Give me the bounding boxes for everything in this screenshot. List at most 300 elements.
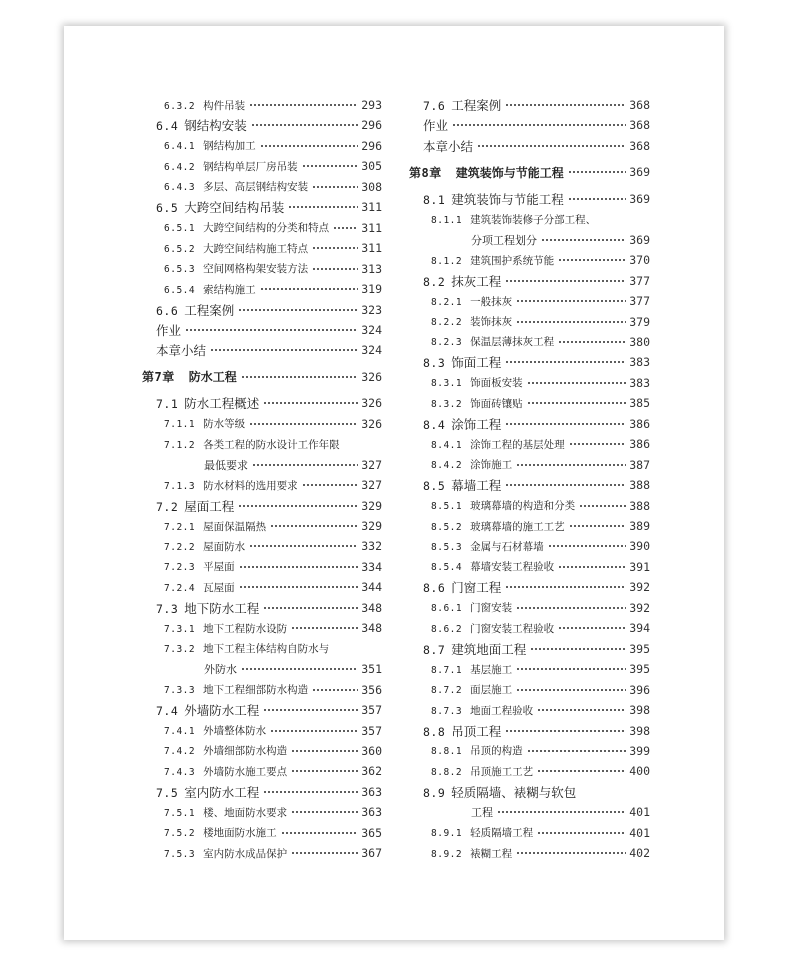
toc-entry-page: 324 [361,343,382,358]
toc-entry-number: 8.9 [423,785,446,800]
toc-entry-number: 7.5.2 [164,828,196,840]
toc-entry[interactable] [431,434,650,454]
dot-leader [505,583,626,591]
toc-entry[interactable] [164,218,382,238]
toc-entry[interactable] [423,115,650,135]
toc-entry-title: 本章小结 [156,343,207,359]
toc-entry[interactable] [156,782,382,802]
toc-entry[interactable] [431,516,650,536]
toc-entry-title: 外墙防水工程 [184,703,260,719]
toc-entry-number: 7.5.3 [164,848,196,860]
toc-entry-title: 涂饰工程 [451,416,502,432]
toc-entry-page: 327 [361,478,382,493]
toc-entry-number: 7.1.1 [164,419,196,431]
toc-entry[interactable] [164,156,382,176]
toc-entry-page: 334 [361,559,382,574]
toc-entry-title: 饰面工程 [451,355,502,371]
dot-leader [241,373,358,381]
toc-entry[interactable] [164,95,382,115]
toc-entry[interactable] [409,162,650,182]
toc-entry-page: 386 [629,437,650,452]
toc-entry-number: 6.4 [156,119,179,134]
toc-entry[interactable] [164,279,382,299]
toc-entry-page: 324 [361,322,382,337]
toc-entry[interactable] [423,721,650,741]
toc-entry[interactable] [431,312,650,332]
toc-entry-title: 楼、地面防水要求 [203,806,288,819]
toc-entry[interactable] [164,802,382,822]
toc-entry-number: 8.7.2 [431,685,463,697]
toc-entry[interactable] [431,291,650,311]
toc-entry-title: 基层施工 [470,663,513,676]
toc-entry-page: 377 [629,294,650,309]
toc-entry-number: 8.7.3 [431,705,463,717]
toc-entry-title: 屋面保温隔热 [203,520,267,533]
toc-entry-page: 326 [361,396,382,411]
toc-entry[interactable] [431,761,650,781]
toc-entry[interactable] [471,802,650,822]
toc-entry-number: 6.5.4 [164,284,196,296]
toc-entry[interactable] [431,455,650,475]
toc-entry-page: 351 [361,662,382,677]
toc-entry[interactable] [431,843,650,863]
toc-entry[interactable] [431,250,650,270]
toc-entry-title: 屋面防水 [203,540,246,553]
toc-entry[interactable] [164,557,382,577]
toc-entry-number: 7.1 [156,397,179,412]
toc-entry-page: 344 [361,580,382,595]
toc-entry-number: 8.5 [423,479,446,494]
toc-entry-title: 外防水 [204,663,237,677]
toc-entry[interactable] [164,680,382,700]
toc-entry-number: 7.3.2 [164,644,196,656]
toc-entry-title: 外墙防水施工要点 [203,765,288,778]
dot-leader [516,604,626,612]
toc-entry-title: 幕墙安装工程验收 [470,561,555,574]
toc-entry-title: 建筑装饰装修子分部工程、 [470,213,597,226]
toc-entry-title: 吊顶的构造 [470,745,523,758]
toc-entry-page: 293 [361,98,382,112]
toc-entry-page: 396 [629,682,650,697]
toc-entry-number: 7.2.2 [164,541,196,553]
toc-entry-page: 390 [629,539,650,554]
toc-entry[interactable] [156,340,382,360]
toc-entry-title: 外墙整体防水 [203,725,267,737]
toc-entry-number: 7.3.3 [164,685,196,697]
toc-entry-title: 玻璃幕墙的构造和分类 [470,500,576,513]
dot-leader [516,686,626,694]
toc-entry[interactable] [431,557,650,577]
toc-entry[interactable] [164,741,382,761]
toc-entry-title: 工程案例 [184,302,235,318]
toc-entry-title: 吊顶施工工艺 [470,765,534,778]
toc-entry[interactable] [423,577,650,597]
dot-leader [568,168,626,176]
toc-entry-title: 建筑装饰与节能工程 [455,165,564,180]
toc-entry-number: 8.4 [423,417,446,432]
dot-leader [241,665,358,673]
toc-entry[interactable] [156,496,382,516]
toc-entry[interactable] [156,197,382,217]
toc-entry-number: 8.6 [423,581,446,596]
dot-leader [558,256,626,264]
toc-entry-page: 383 [629,355,650,370]
dot-leader [312,265,358,273]
toc-entry[interactable] [164,177,382,197]
dot-leader [569,522,627,530]
toc-entry-title: 平屋面 [203,561,235,574]
dot-leader [260,285,359,293]
toc-entry-title: 建筑装饰与节能工程 [451,191,564,207]
toc-entry-title: 饰面板安装 [470,377,523,390]
toc-entry-number: 8.4.1 [431,439,463,451]
toc-entry-number: 7.4 [156,704,179,719]
toc-entry[interactable] [164,577,382,597]
toc-entry[interactable] [431,618,650,638]
toc-entry-number: 6.5 [156,201,179,216]
toc-entry-title: 外墙细部防水构造 [203,745,288,758]
toc-entry-title: 作业 [423,118,449,134]
toc-entry-number: 8.1.1 [431,214,463,226]
toc-entry-number: 7.2.3 [164,562,196,574]
toc-entry-title: 门窗工程 [451,580,502,596]
dot-leader [527,379,627,387]
toc-entry-title: 一般抹灰 [470,295,513,308]
toc-entry-title: 索结构施工 [203,283,256,296]
toc-entry-page: 327 [361,457,382,472]
toc-entry[interactable] [164,136,382,156]
toc-entry-number: 8.3 [423,356,446,371]
dot-leader [239,583,359,591]
dot-leader [238,306,358,314]
toc-entry-page: 305 [361,159,382,174]
toc-entry-number: 8.9.1 [431,828,463,840]
toc-entry-number: 7.2 [156,499,179,514]
toc-entry[interactable] [471,230,650,250]
toc-entry-page: 401 [629,825,650,840]
toc-entry-page: 313 [361,261,382,276]
dot-leader [270,522,358,530]
toc-entry-title: 幕墙工程 [451,478,502,494]
dot-leader [270,727,358,735]
toc-entry[interactable] [423,782,650,802]
dot-leader [505,420,626,428]
toc-entry-number: 7.4.1 [164,726,196,737]
toc-entry[interactable] [164,259,382,279]
toc-entry-title: 室内防水成品保护 [203,847,288,860]
toc-entry-page: 296 [361,138,382,153]
dot-leader [260,142,359,150]
dot-leader [210,346,358,354]
toc-entry-page: 370 [629,253,650,268]
toc-entry-title: 门窗安装 [470,602,513,615]
toc-entry[interactable] [431,680,650,700]
toc-entry-title: 保温层薄抹灰工程 [470,336,555,349]
toc-entry-number: 7.2.1 [164,521,196,533]
toc-entry[interactable] [423,189,650,209]
dot-leader [505,101,626,109]
toc-entry-page: 379 [629,314,650,329]
toc-entry-title: 吊顶工程 [451,723,502,739]
dot-leader [537,767,626,775]
toc-entry-number: 6.6 [156,303,179,318]
toc-entry[interactable] [431,700,650,720]
toc-entry-page: 389 [629,519,650,533]
toc-entry[interactable] [431,393,650,413]
dot-leader [558,338,626,346]
toc-entry-number: 6.5.1 [164,223,196,235]
toc-entry[interactable] [204,455,382,475]
toc-entry-title: 面层施工 [470,684,513,697]
toc-entry-number: 7.1.3 [164,480,196,492]
toc-entry-title: 大跨空间结构吊装 [184,200,285,216]
toc-entry[interactable] [142,367,382,387]
dot-leader [558,624,626,632]
toc-entry-page: 369 [629,165,650,180]
toc-entry[interactable] [156,700,382,720]
toc-entry-title: 分项工程划分 [471,233,537,247]
toc-entry-number: 8.4.2 [431,460,463,472]
toc-entry-title: 空间网格构架安装方法 [203,263,309,276]
toc-entry-title: 大跨空间结构的分类和特点 [203,222,330,235]
toc-entry[interactable] [164,761,382,781]
toc-entry-title: 屋面工程 [184,498,235,514]
dot-leader [263,604,358,612]
toc-entry[interactable] [156,393,382,413]
toc-entry-number: 8.1.2 [431,255,463,267]
toc-entry-number: 7.4.3 [164,766,196,778]
toc-entry-page: 357 [361,723,382,738]
dot-leader [291,767,358,775]
toc-entry[interactable] [423,95,650,115]
toc-entry-title: 最低要求 [204,458,248,472]
toc-entry[interactable] [156,320,382,340]
toc-entry[interactable] [423,352,650,372]
toc-entry-page: 394 [629,621,650,636]
toc-entry-page: 377 [629,273,650,288]
dot-leader [291,849,358,857]
dot-leader [516,461,626,469]
toc-entry-title: 钢结构安装 [184,118,247,134]
toc-entry-page: 319 [361,282,382,297]
toc-entry-title: 玻璃幕墙的施工工艺 [470,520,565,533]
toc-entry-number: 8.3.1 [431,378,463,390]
toc-entry-title: 构件吊装 [203,99,246,112]
dot-leader [312,244,358,252]
toc-entry[interactable] [431,496,650,516]
dot-leader [239,563,359,571]
dot-leader [516,665,626,673]
toc-entry[interactable] [431,741,650,761]
toc-entry-title: 室内防水工程 [184,784,260,800]
toc-entry[interactable] [423,639,650,659]
dot-leader [537,706,626,714]
toc-entry[interactable] [431,598,650,618]
toc-entry-title: 饰面砖镶贴 [470,397,523,410]
toc-entry[interactable] [431,823,650,843]
toc-entry[interactable] [164,516,382,536]
dot-leader [333,224,358,232]
toc-entry-title: 金属与石材幕墙 [470,540,544,553]
toc-entry-page: 363 [361,784,382,799]
toc-entry-page: 385 [629,396,650,411]
toc-entry-page: 395 [629,662,650,677]
toc-entry-number: 8.6.1 [431,603,463,615]
toc-entry-page: 402 [629,846,650,861]
toc-entry-title: 涂饰工程的基层处理 [470,438,565,451]
toc-entry-number: 7.6 [423,99,446,113]
dot-leader [249,542,358,550]
toc-entry[interactable] [156,598,382,618]
dot-leader [302,481,359,489]
toc-entry-number: 8.8.1 [431,746,463,758]
toc-entry-number: 8.9.2 [431,848,463,860]
toc-entry-page: 363 [361,805,382,820]
dot-leader [548,542,627,550]
toc-entry[interactable] [164,434,382,454]
toc-entry[interactable] [431,373,650,393]
toc-entry-title: 瓦屋面 [203,581,235,594]
toc-entry-title: 各类工程的防水设计工作年限 [203,438,340,451]
toc-entry[interactable] [164,721,382,741]
toc-entry-title: 地下工程防水设防 [203,622,288,635]
toc-entry-title: 楼地面防水施工 [203,827,277,840]
toc-entry-page: 383 [629,375,650,390]
dot-leader [263,399,358,407]
toc-entry[interactable] [431,332,650,352]
toc-entry[interactable] [164,475,382,495]
toc-entry-number: 8.5.1 [431,501,463,513]
toc-entry-number: 8.8.2 [431,766,463,778]
toc-entry-title: 轻质隔墙工程 [470,827,534,840]
toc-entry[interactable] [423,271,650,291]
dot-leader [291,808,358,816]
toc-entry-number: 6.5.3 [164,264,196,276]
toc-entry-number: 8.3.2 [431,398,463,410]
toc-entry-number: 8.7.1 [431,664,463,676]
toc-entry-page: 323 [361,302,382,317]
dot-leader [185,326,358,334]
toc-entry[interactable] [156,115,382,135]
toc-entry[interactable] [431,209,650,229]
toc-entry-title: 防水工程 [188,370,237,385]
dot-leader [541,236,626,244]
dot-leader [516,297,626,305]
toc-entry-title: 轻质隔墙、裱糊与软包 [451,784,577,800]
toc-entry[interactable] [156,300,382,320]
toc-entry-number: 8.2 [423,274,446,289]
toc-entry-title: 裱糊工程 [470,847,513,860]
toc-entry-page: 392 [629,580,650,595]
toc-entry-number: 8.5.2 [431,521,463,533]
dot-leader [516,318,626,326]
toc-entry-number: 8.8 [423,724,446,739]
toc-entry-page: 391 [629,559,650,574]
toc-entry-page: 348 [361,600,382,615]
dot-leader [312,686,358,694]
toc-entry-number: 7.1.2 [164,439,196,451]
toc-entry-page: 388 [629,498,650,513]
dot-leader [530,645,626,653]
toc-entry-title: 作业 [156,322,182,338]
toc-entry-page: 329 [361,498,382,513]
toc-entry[interactable] [164,618,382,638]
toc-entry[interactable] [204,659,382,679]
toc-entry[interactable] [423,136,650,156]
dot-leader [568,195,626,203]
toc-entry-number: 7.3.1 [164,623,196,635]
dot-leader [302,162,359,170]
toc-entry[interactable] [164,414,382,434]
dot-leader [312,183,358,191]
toc-entry-page: 368 [629,118,650,133]
toc-entry-page: 368 [629,98,650,112]
toc-entry-number: 8.2.2 [431,317,463,328]
toc-entry-page: 401 [629,805,650,820]
toc-entry[interactable] [164,639,382,659]
toc-entry-number: 第8章 [409,165,442,180]
toc-entry-number: 7.4.2 [164,746,196,758]
toc-entry-page: 368 [629,138,650,153]
toc-entry-page: 332 [361,539,382,554]
toc-entry-title: 钢结构单层厂房吊装 [203,160,298,173]
toc-entry-page: 386 [629,416,650,431]
toc-entry-page: 392 [629,600,650,615]
toc-entry-number: 8.6.2 [431,623,463,635]
dot-leader [527,747,627,755]
dot-leader [537,829,626,837]
dot-leader [281,829,359,837]
toc-entry-page: 356 [361,682,382,697]
toc-entry[interactable] [164,823,382,843]
toc-entry-number: 6.4.1 [164,141,196,153]
toc-entry[interactable] [164,536,382,556]
toc-entry[interactable] [164,238,382,258]
toc-entry[interactable] [164,843,382,863]
dot-leader [263,706,358,714]
toc-entry[interactable] [431,536,650,556]
toc-entry-page: 369 [629,232,650,247]
toc-entry-page: 311 [361,220,382,235]
dot-leader [249,420,358,428]
toc-entry-page: 348 [361,621,382,636]
dot-leader [291,624,358,632]
toc-entry-title: 涂饰施工 [470,459,513,472]
toc-entry-number: 8.2.3 [431,337,463,349]
toc-entry-number: 7.2.4 [164,582,196,594]
toc-entry[interactable] [423,414,650,434]
toc-entry-title: 防水材料的选用要求 [203,479,298,492]
dot-leader [263,788,358,796]
toc-entry-page: 308 [361,179,382,194]
toc-entry-page: 296 [361,118,382,133]
toc-entry[interactable] [423,475,650,495]
dot-leader [252,461,358,469]
dot-leader [291,747,358,755]
toc-entry-page: 326 [361,369,382,384]
toc-entry-number: 8.2.1 [431,296,463,308]
toc-entry[interactable] [431,659,650,679]
dot-leader [238,502,358,510]
dot-leader [516,849,626,857]
dot-leader [477,142,626,150]
toc-entry-page: 395 [629,641,650,656]
toc-entry-number: 8.1 [423,192,446,207]
toc-entry-page: 360 [361,743,382,758]
toc-page [64,26,724,940]
toc-entry-page: 365 [361,825,382,840]
toc-entry-number: 6.3.2 [164,100,196,112]
